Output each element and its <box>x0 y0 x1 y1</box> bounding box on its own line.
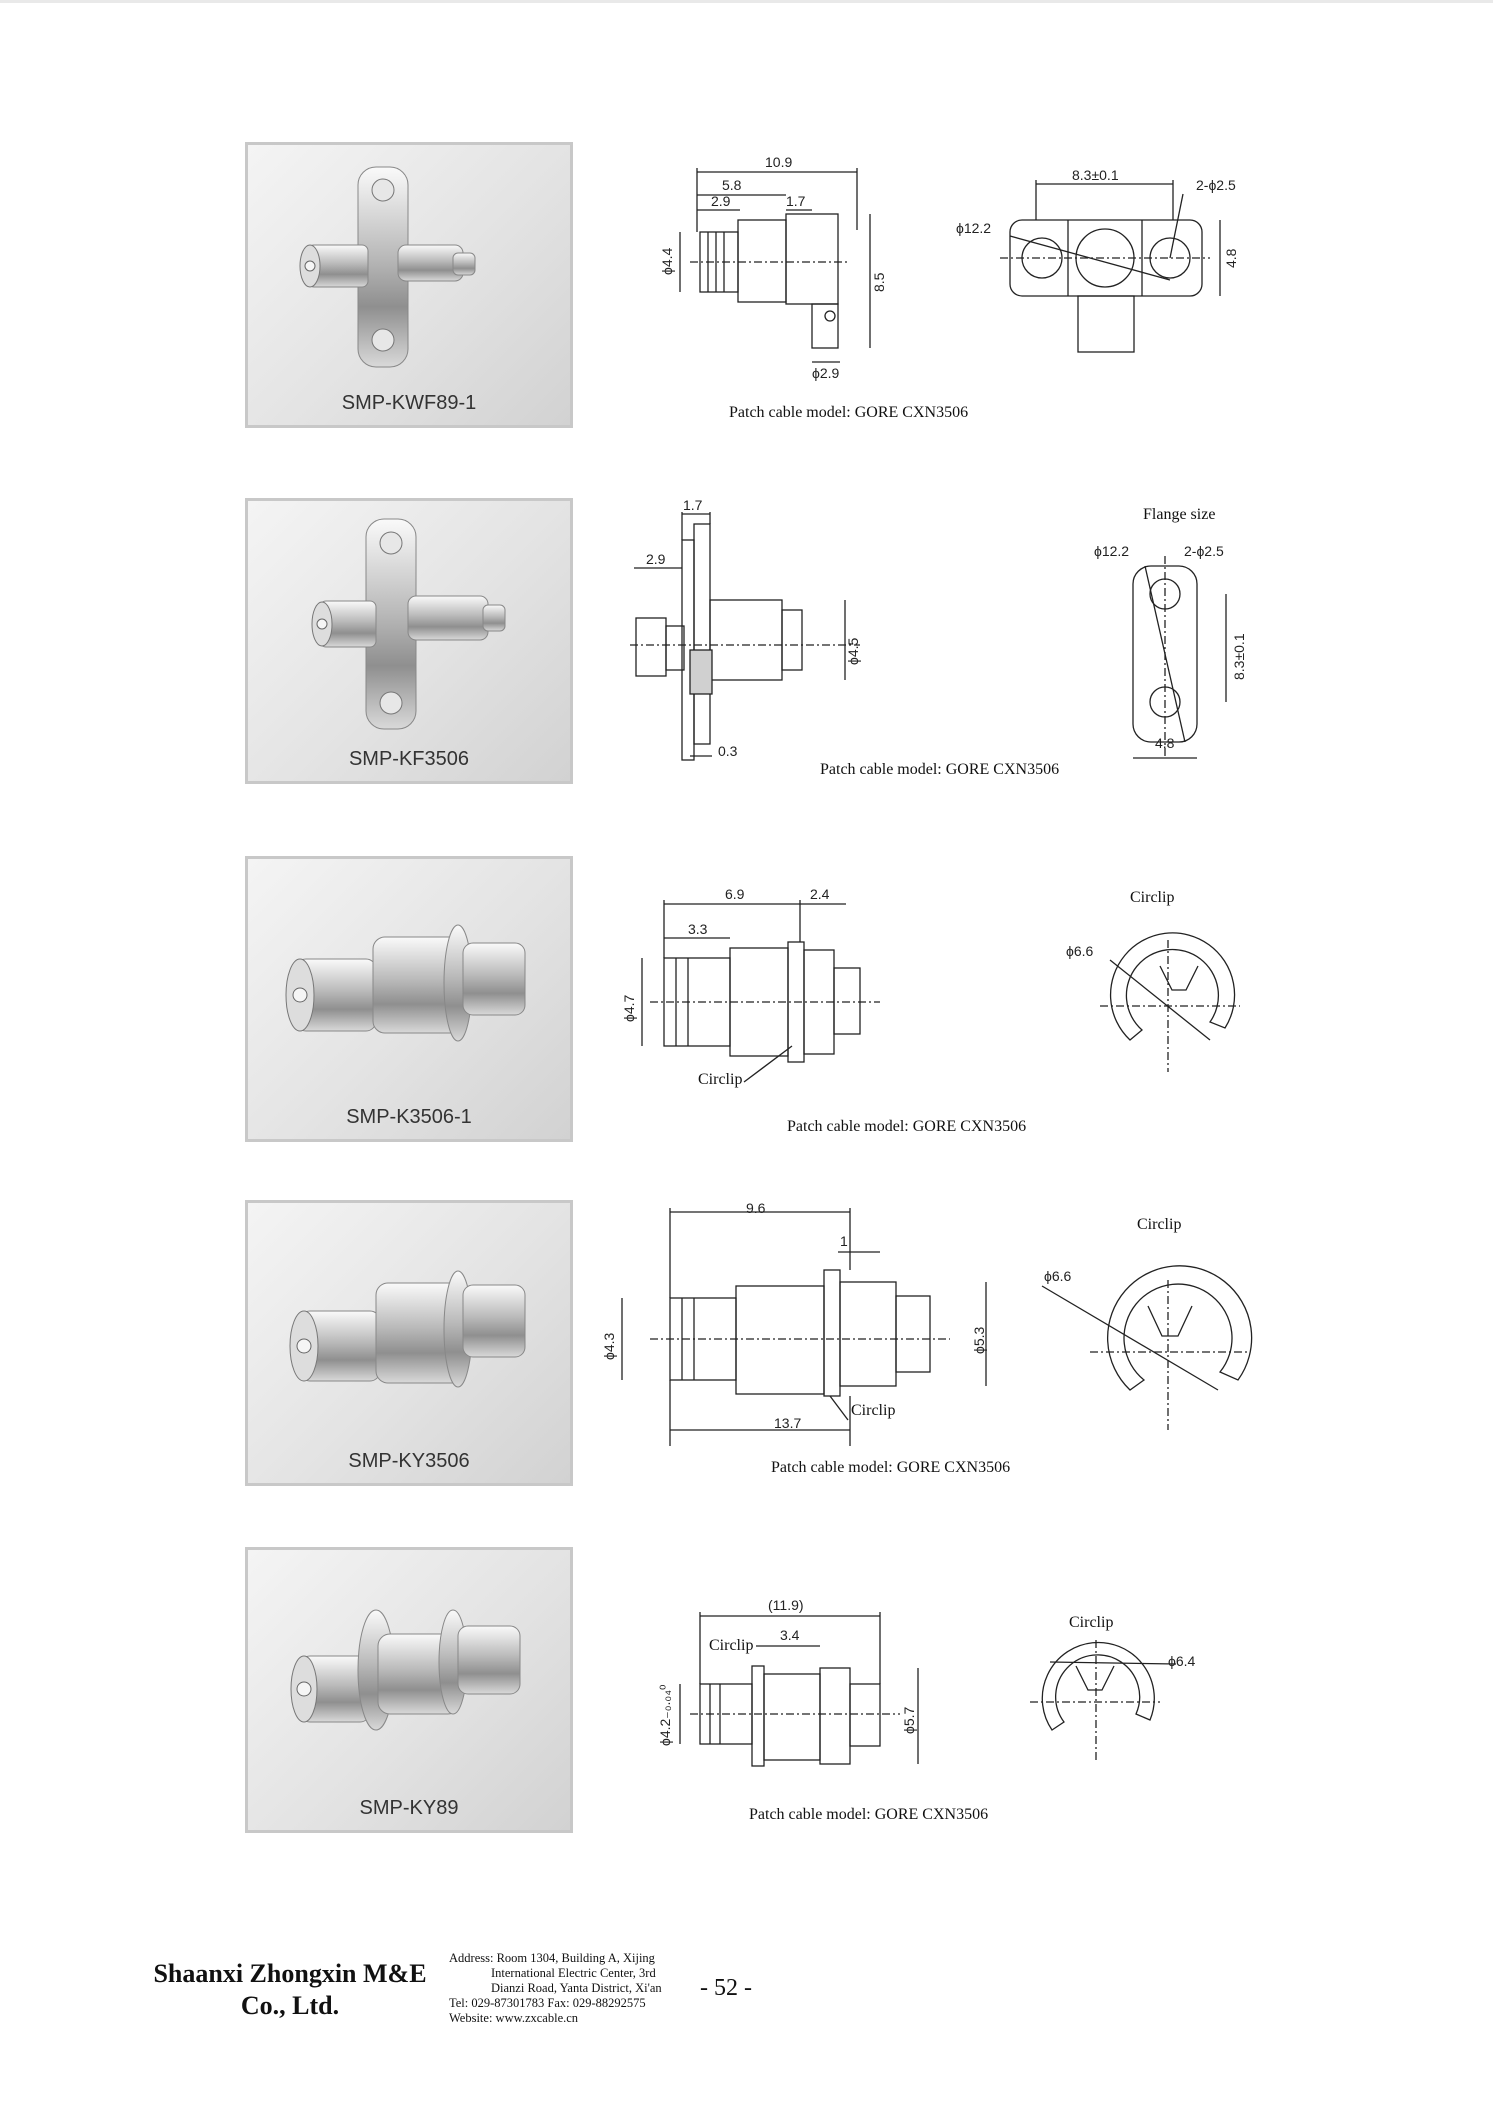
dim-label: 2.4 <box>810 886 830 902</box>
patch-cable-caption: Patch cable model: GORE CXN3506 <box>787 1118 1027 1135</box>
product-photo-1 <box>245 142 573 428</box>
dim-label: 10.9 <box>765 154 793 170</box>
dim-label: 1.7 <box>786 193 806 209</box>
dim-label: 1.7 <box>683 497 703 513</box>
drawing-ky3506-side <box>622 1208 986 1446</box>
connector-illustration <box>248 145 570 425</box>
dim-label: 5.8 <box>722 177 742 193</box>
patch-cable-caption: Patch cable model: GORE CXN3506 <box>820 761 1060 778</box>
dim-label: ϕ6.6 <box>1044 1268 1072 1284</box>
connector-illustration <box>248 1550 570 1830</box>
product-photo-4 <box>245 1200 573 1486</box>
dim-label: 2-ϕ2.5 <box>1196 177 1236 193</box>
dim-label: ϕ4.7 <box>621 994 637 1022</box>
model-label: SMP-KY3506 <box>348 1450 470 1472</box>
dim-label: 8.3±0.1 <box>1231 633 1247 680</box>
part-label: Circlip <box>709 1637 754 1654</box>
model-label: SMP-KF3506 <box>348 748 470 770</box>
model-label: SMP-KY89 <box>359 1797 459 1819</box>
contact-phone: Tel: 029-87301783 Fax: 029-88292575 <box>449 1996 646 2010</box>
side-label: Circlip <box>1130 889 1175 906</box>
dim-label: 6.9 <box>725 886 745 902</box>
dim-label: ϕ4.2₋₀.₀₄⁰ <box>657 1684 673 1746</box>
dim-label: 3.4 <box>780 1627 800 1643</box>
part-label: Circlip <box>851 1402 896 1419</box>
model-label: SMP-KWF89-1 <box>341 392 477 414</box>
dim-label: 2.9 <box>711 193 731 209</box>
dim-label: 1 <box>840 1233 848 1249</box>
company-website: Website: www.zxcable.cn <box>449 2011 579 2025</box>
connector-illustration <box>248 859 570 1139</box>
product-photo-3 <box>245 856 573 1142</box>
dim-label: ϕ12.2 <box>1094 543 1130 559</box>
dim-label: ϕ12.2 <box>956 220 992 236</box>
drawing-ky89-circlip <box>1030 1640 1176 1762</box>
patch-cable-caption: Patch cable model: GORE CXN3506 <box>771 1459 1011 1476</box>
dim-label: 3.3 <box>688 921 708 937</box>
model-label: SMP-K3506-1 <box>346 1106 472 1128</box>
dim-label: ϕ2.9 <box>812 365 840 381</box>
drawing-kf3506-flange <box>1133 556 1226 758</box>
drawing-kwf89-flange <box>1000 180 1220 352</box>
drawing-kwf89-side <box>680 168 870 362</box>
company-address <box>449 1951 689 2026</box>
company-line-2: Co., Ltd. <box>240 1991 340 2020</box>
product-photo-2 <box>245 498 573 784</box>
dim-label: 2.9 <box>646 551 666 567</box>
address-line-3: Dianzi Road, Yanta District, Xi'an <box>491 1981 662 1995</box>
dim-label: 8.5 <box>871 272 887 292</box>
dim-label: 2-ϕ2.5 <box>1184 543 1224 559</box>
dim-label: ϕ5.3 <box>971 1326 987 1354</box>
dim-label: 4.8 <box>1155 735 1175 751</box>
dim-label: ϕ4.3 <box>601 1332 617 1360</box>
drawing-ky3506-circlip <box>1042 1266 1252 1430</box>
address-line-1: Address: Room 1304, Building A, Xijing <box>449 1951 655 1965</box>
dim-label: 0.3 <box>718 743 738 759</box>
dim-label: 13.7 <box>774 1415 802 1431</box>
dim-label: 4.8 <box>1223 248 1239 268</box>
patch-cable-caption: Patch cable model: GORE CXN3506 <box>749 1806 989 1823</box>
company-line-1: Shaanxi Zhongxin M&E <box>153 1959 427 1988</box>
dim-label: (11.9) <box>768 1597 804 1613</box>
company-name <box>140 1958 440 2022</box>
side-label: Flange size <box>1143 506 1216 523</box>
drawing-k3506-circlip <box>1100 933 1240 1072</box>
page-number: - 52 - <box>700 1975 752 2001</box>
product-photo-5 <box>245 1547 573 1833</box>
drawing-ky89-side <box>680 1612 918 1766</box>
address-line-2: International Electric Center, 3rd <box>491 1966 656 1980</box>
drawing-k3506-side <box>642 900 880 1082</box>
dim-label: ϕ6.4 <box>1168 1653 1196 1669</box>
side-label: Circlip <box>1137 1216 1182 1233</box>
connector-illustration <box>248 1203 570 1483</box>
dim-label: ϕ4.5 <box>845 637 861 665</box>
dim-label: 9.6 <box>746 1200 766 1216</box>
patch-cable-caption: Patch cable model: GORE CXN3506 <box>729 404 969 421</box>
drawing-kf3506-side <box>630 512 860 760</box>
connector-illustration <box>248 501 570 781</box>
dim-label: ϕ4.4 <box>659 247 675 275</box>
dim-label: ϕ6.6 <box>1066 943 1094 959</box>
part-label: Circlip <box>698 1071 743 1088</box>
top-border <box>0 0 1493 3</box>
dim-label: 8.3±0.1 <box>1072 167 1119 183</box>
side-label: Circlip <box>1069 1614 1114 1631</box>
dim-label: ϕ5.7 <box>901 1706 917 1734</box>
